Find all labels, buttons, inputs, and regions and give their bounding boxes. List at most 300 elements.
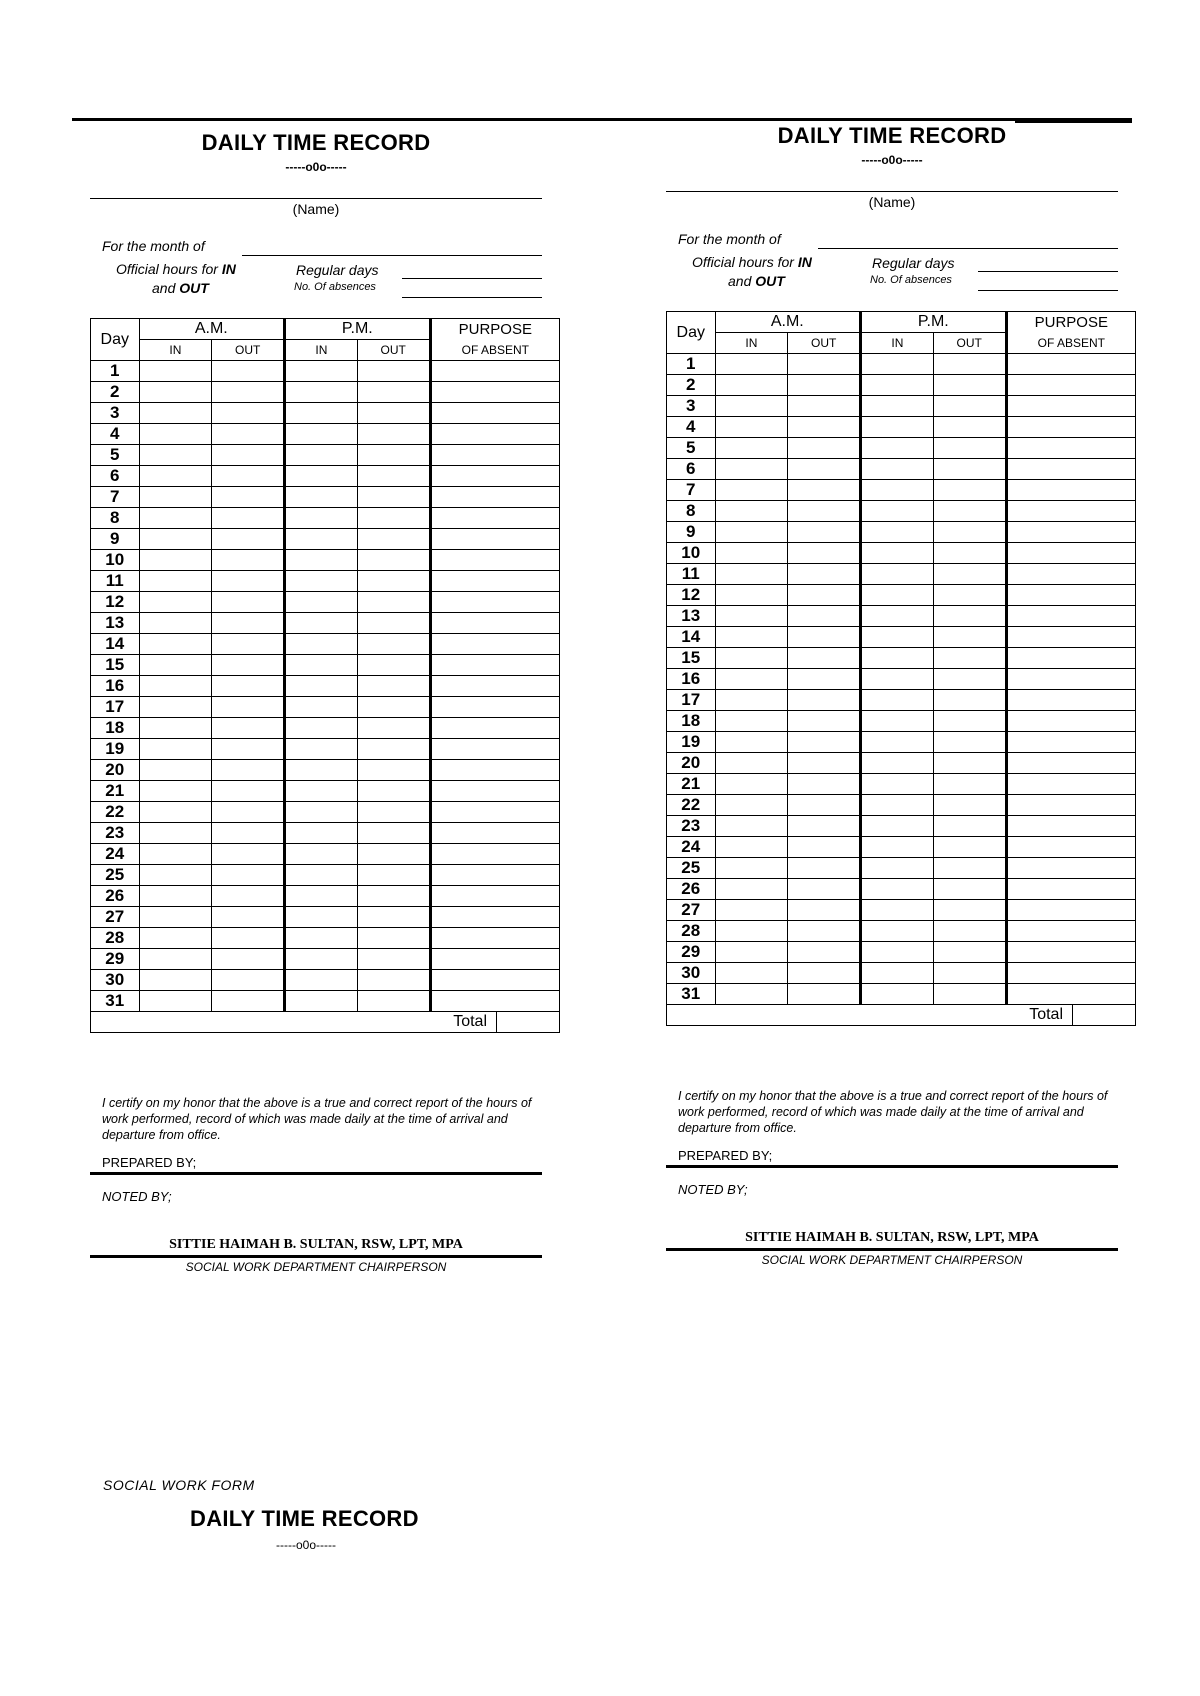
am-in-cell[interactable] <box>139 865 212 886</box>
pm-out-cell[interactable] <box>357 970 430 991</box>
pm-in-cell[interactable] <box>285 382 358 403</box>
pm-in-cell[interactable] <box>861 417 934 438</box>
pm-out-cell[interactable] <box>357 991 430 1012</box>
pm-out-cell[interactable] <box>933 543 1006 564</box>
am-out-cell[interactable] <box>212 781 285 802</box>
am-in-cell[interactable] <box>715 501 788 522</box>
pm-out-cell[interactable] <box>933 921 1006 942</box>
pm-in-cell[interactable] <box>861 984 934 1005</box>
am-out-cell[interactable] <box>212 571 285 592</box>
am-out-cell[interactable] <box>212 676 285 697</box>
am-out-cell[interactable] <box>788 417 861 438</box>
am-out-cell[interactable] <box>788 354 861 375</box>
purpose-cell[interactable] <box>430 844 559 865</box>
pm-in-cell[interactable] <box>285 529 358 550</box>
am-in-cell[interactable] <box>139 739 212 760</box>
regular-days-line[interactable] <box>402 278 542 279</box>
am-in-cell[interactable] <box>139 676 212 697</box>
pm-in-cell[interactable] <box>861 459 934 480</box>
pm-in-cell[interactable] <box>861 690 934 711</box>
am-out-cell[interactable] <box>788 648 861 669</box>
am-out-cell[interactable] <box>212 928 285 949</box>
am-out-cell[interactable] <box>788 396 861 417</box>
purpose-cell[interactable] <box>430 487 559 508</box>
pm-out-cell[interactable] <box>357 760 430 781</box>
am-in-cell[interactable] <box>139 382 212 403</box>
am-out-cell[interactable] <box>212 613 285 634</box>
am-out-cell[interactable] <box>788 669 861 690</box>
pm-out-cell[interactable] <box>933 648 1006 669</box>
am-out-cell[interactable] <box>788 459 861 480</box>
am-in-cell[interactable] <box>715 627 788 648</box>
absences-line[interactable] <box>978 290 1118 291</box>
am-in-cell[interactable] <box>715 795 788 816</box>
pm-in-cell[interactable] <box>861 501 934 522</box>
am-in-cell[interactable] <box>715 669 788 690</box>
am-in-cell[interactable] <box>715 900 788 921</box>
purpose-cell[interactable] <box>1006 648 1135 669</box>
am-out-cell[interactable] <box>788 438 861 459</box>
pm-out-cell[interactable] <box>933 690 1006 711</box>
am-in-cell[interactable] <box>139 802 212 823</box>
am-out-cell[interactable] <box>212 697 285 718</box>
purpose-cell[interactable] <box>430 424 559 445</box>
am-in-cell[interactable] <box>715 354 788 375</box>
pm-out-cell[interactable] <box>933 669 1006 690</box>
am-out-cell[interactable] <box>788 837 861 858</box>
purpose-cell[interactable] <box>1006 711 1135 732</box>
purpose-cell[interactable] <box>430 781 559 802</box>
am-out-cell[interactable] <box>788 921 861 942</box>
pm-in-cell[interactable] <box>285 970 358 991</box>
pm-out-cell[interactable] <box>933 396 1006 417</box>
signature-line[interactable] <box>666 1248 1118 1251</box>
pm-in-cell[interactable] <box>285 760 358 781</box>
am-out-cell[interactable] <box>212 529 285 550</box>
am-in-cell[interactable] <box>139 697 212 718</box>
purpose-cell[interactable] <box>1006 501 1135 522</box>
am-in-cell[interactable] <box>139 508 212 529</box>
pm-out-cell[interactable] <box>357 487 430 508</box>
pm-in-cell[interactable] <box>861 732 934 753</box>
am-out-cell[interactable] <box>788 963 861 984</box>
pm-out-cell[interactable] <box>357 424 430 445</box>
am-out-cell[interactable] <box>788 879 861 900</box>
am-out-cell[interactable] <box>788 816 861 837</box>
pm-in-cell[interactable] <box>285 697 358 718</box>
pm-out-cell[interactable] <box>933 942 1006 963</box>
am-out-cell[interactable] <box>788 501 861 522</box>
purpose-cell[interactable] <box>1006 774 1135 795</box>
purpose-cell[interactable] <box>1006 816 1135 837</box>
am-in-cell[interactable] <box>715 711 788 732</box>
am-in-cell[interactable] <box>715 921 788 942</box>
purpose-cell[interactable] <box>430 991 559 1012</box>
am-out-cell[interactable] <box>212 382 285 403</box>
pm-out-cell[interactable] <box>357 823 430 844</box>
pm-out-cell[interactable] <box>357 739 430 760</box>
purpose-cell[interactable] <box>430 571 559 592</box>
purpose-cell[interactable] <box>430 634 559 655</box>
pm-out-cell[interactable] <box>357 802 430 823</box>
am-in-cell[interactable] <box>715 942 788 963</box>
am-in-cell[interactable] <box>139 403 212 424</box>
name-line[interactable] <box>666 191 1118 192</box>
am-out-cell[interactable] <box>212 634 285 655</box>
pm-out-cell[interactable] <box>933 606 1006 627</box>
pm-in-cell[interactable] <box>285 634 358 655</box>
purpose-cell[interactable] <box>430 928 559 949</box>
am-out-cell[interactable] <box>212 823 285 844</box>
pm-out-cell[interactable] <box>357 382 430 403</box>
purpose-cell[interactable] <box>430 760 559 781</box>
purpose-cell[interactable] <box>1006 438 1135 459</box>
pm-out-cell[interactable] <box>357 592 430 613</box>
month-line[interactable] <box>818 248 1118 249</box>
am-out-cell[interactable] <box>212 739 285 760</box>
prepared-by-line[interactable] <box>90 1172 542 1175</box>
pm-in-cell[interactable] <box>285 487 358 508</box>
am-in-cell[interactable] <box>715 417 788 438</box>
signature-line[interactable] <box>90 1255 542 1258</box>
pm-out-cell[interactable] <box>933 627 1006 648</box>
pm-out-cell[interactable] <box>933 354 1006 375</box>
am-out-cell[interactable] <box>212 802 285 823</box>
am-out-cell[interactable] <box>212 970 285 991</box>
am-in-cell[interactable] <box>139 991 212 1012</box>
purpose-cell[interactable] <box>1006 627 1135 648</box>
pm-in-cell[interactable] <box>861 564 934 585</box>
purpose-cell[interactable] <box>1006 984 1135 1005</box>
purpose-cell[interactable] <box>430 445 559 466</box>
name-line[interactable] <box>90 198 542 199</box>
pm-out-cell[interactable] <box>933 480 1006 501</box>
am-out-cell[interactable] <box>212 487 285 508</box>
am-in-cell[interactable] <box>139 760 212 781</box>
pm-in-cell[interactable] <box>861 522 934 543</box>
pm-in-cell[interactable] <box>285 844 358 865</box>
am-in-cell[interactable] <box>139 886 212 907</box>
pm-in-cell[interactable] <box>285 949 358 970</box>
am-in-cell[interactable] <box>715 396 788 417</box>
pm-out-cell[interactable] <box>357 529 430 550</box>
pm-out-cell[interactable] <box>357 865 430 886</box>
prepared-by-line[interactable] <box>666 1165 1118 1168</box>
am-out-cell[interactable] <box>788 627 861 648</box>
pm-in-cell[interactable] <box>861 543 934 564</box>
purpose-cell[interactable] <box>430 529 559 550</box>
pm-out-cell[interactable] <box>933 837 1006 858</box>
pm-in-cell[interactable] <box>285 907 358 928</box>
am-in-cell[interactable] <box>139 487 212 508</box>
pm-in-cell[interactable] <box>285 445 358 466</box>
am-in-cell[interactable] <box>715 879 788 900</box>
am-in-cell[interactable] <box>715 753 788 774</box>
purpose-cell[interactable] <box>1006 543 1135 564</box>
pm-in-cell[interactable] <box>861 669 934 690</box>
pm-out-cell[interactable] <box>933 564 1006 585</box>
pm-out-cell[interactable] <box>357 718 430 739</box>
pm-in-cell[interactable] <box>861 753 934 774</box>
am-in-cell[interactable] <box>139 844 212 865</box>
purpose-cell[interactable] <box>430 403 559 424</box>
am-out-cell[interactable] <box>212 550 285 571</box>
pm-in-cell[interactable] <box>285 718 358 739</box>
pm-in-cell[interactable] <box>285 739 358 760</box>
pm-out-cell[interactable] <box>933 459 1006 480</box>
purpose-cell[interactable] <box>1006 837 1135 858</box>
pm-in-cell[interactable] <box>285 466 358 487</box>
pm-out-cell[interactable] <box>357 949 430 970</box>
pm-in-cell[interactable] <box>285 991 358 1012</box>
pm-in-cell[interactable] <box>861 375 934 396</box>
absences-line[interactable] <box>402 297 542 298</box>
am-in-cell[interactable] <box>715 774 788 795</box>
purpose-cell[interactable] <box>1006 522 1135 543</box>
pm-out-cell[interactable] <box>933 585 1006 606</box>
purpose-cell[interactable] <box>1006 375 1135 396</box>
am-out-cell[interactable] <box>212 403 285 424</box>
pm-out-cell[interactable] <box>933 774 1006 795</box>
pm-in-cell[interactable] <box>861 396 934 417</box>
pm-in-cell[interactable] <box>285 823 358 844</box>
am-out-cell[interactable] <box>788 774 861 795</box>
pm-in-cell[interactable] <box>861 438 934 459</box>
am-out-cell[interactable] <box>212 865 285 886</box>
purpose-cell[interactable] <box>1006 417 1135 438</box>
pm-out-cell[interactable] <box>933 900 1006 921</box>
am-in-cell[interactable] <box>139 466 212 487</box>
am-in-cell[interactable] <box>715 963 788 984</box>
pm-in-cell[interactable] <box>861 627 934 648</box>
am-out-cell[interactable] <box>212 886 285 907</box>
purpose-cell[interactable] <box>1006 480 1135 501</box>
purpose-cell[interactable] <box>1006 753 1135 774</box>
pm-out-cell[interactable] <box>357 676 430 697</box>
am-out-cell[interactable] <box>788 522 861 543</box>
pm-out-cell[interactable] <box>357 508 430 529</box>
am-in-cell[interactable] <box>139 445 212 466</box>
am-in-cell[interactable] <box>139 907 212 928</box>
purpose-cell[interactable] <box>1006 879 1135 900</box>
pm-out-cell[interactable] <box>357 571 430 592</box>
am-in-cell[interactable] <box>139 949 212 970</box>
pm-in-cell[interactable] <box>285 865 358 886</box>
pm-in-cell[interactable] <box>285 676 358 697</box>
pm-out-cell[interactable] <box>933 963 1006 984</box>
am-out-cell[interactable] <box>212 508 285 529</box>
purpose-cell[interactable] <box>430 886 559 907</box>
am-in-cell[interactable] <box>715 690 788 711</box>
pm-in-cell[interactable] <box>285 802 358 823</box>
purpose-cell[interactable] <box>430 676 559 697</box>
purpose-cell[interactable] <box>1006 963 1135 984</box>
am-out-cell[interactable] <box>212 361 285 382</box>
pm-in-cell[interactable] <box>285 550 358 571</box>
am-in-cell[interactable] <box>715 984 788 1005</box>
am-in-cell[interactable] <box>139 970 212 991</box>
pm-in-cell[interactable] <box>861 795 934 816</box>
am-in-cell[interactable] <box>715 375 788 396</box>
am-in-cell[interactable] <box>715 837 788 858</box>
purpose-cell[interactable] <box>430 907 559 928</box>
am-in-cell[interactable] <box>715 459 788 480</box>
purpose-cell[interactable] <box>430 739 559 760</box>
pm-out-cell[interactable] <box>357 466 430 487</box>
pm-in-cell[interactable] <box>285 571 358 592</box>
purpose-cell[interactable] <box>430 949 559 970</box>
pm-in-cell[interactable] <box>861 774 934 795</box>
pm-in-cell[interactable] <box>861 354 934 375</box>
am-in-cell[interactable] <box>139 928 212 949</box>
am-in-cell[interactable] <box>715 858 788 879</box>
purpose-cell[interactable] <box>1006 564 1135 585</box>
pm-out-cell[interactable] <box>357 844 430 865</box>
am-out-cell[interactable] <box>212 844 285 865</box>
pm-in-cell[interactable] <box>861 711 934 732</box>
am-in-cell[interactable] <box>139 634 212 655</box>
am-out-cell[interactable] <box>212 760 285 781</box>
pm-out-cell[interactable] <box>357 634 430 655</box>
am-out-cell[interactable] <box>212 718 285 739</box>
am-in-cell[interactable] <box>715 732 788 753</box>
purpose-cell[interactable] <box>1006 354 1135 375</box>
pm-out-cell[interactable] <box>933 816 1006 837</box>
am-in-cell[interactable] <box>715 816 788 837</box>
pm-out-cell[interactable] <box>933 858 1006 879</box>
pm-out-cell[interactable] <box>357 781 430 802</box>
purpose-cell[interactable] <box>1006 396 1135 417</box>
pm-out-cell[interactable] <box>933 732 1006 753</box>
am-out-cell[interactable] <box>212 991 285 1012</box>
pm-out-cell[interactable] <box>933 984 1006 1005</box>
am-in-cell[interactable] <box>715 585 788 606</box>
am-out-cell[interactable] <box>788 732 861 753</box>
am-out-cell[interactable] <box>788 711 861 732</box>
pm-in-cell[interactable] <box>861 900 934 921</box>
purpose-cell[interactable] <box>430 361 559 382</box>
month-line[interactable] <box>242 255 542 256</box>
am-in-cell[interactable] <box>715 648 788 669</box>
purpose-cell[interactable] <box>430 802 559 823</box>
purpose-cell[interactable] <box>430 970 559 991</box>
purpose-cell[interactable] <box>430 592 559 613</box>
purpose-cell[interactable] <box>1006 921 1135 942</box>
purpose-cell[interactable] <box>430 865 559 886</box>
purpose-cell[interactable] <box>430 382 559 403</box>
purpose-cell[interactable] <box>1006 585 1135 606</box>
am-out-cell[interactable] <box>212 592 285 613</box>
pm-in-cell[interactable] <box>861 648 934 669</box>
am-out-cell[interactable] <box>788 564 861 585</box>
total-value-box[interactable] <box>1072 1005 1135 1025</box>
am-in-cell[interactable] <box>139 571 212 592</box>
pm-out-cell[interactable] <box>933 501 1006 522</box>
pm-out-cell[interactable] <box>933 417 1006 438</box>
purpose-cell[interactable] <box>430 466 559 487</box>
am-in-cell[interactable] <box>139 361 212 382</box>
am-out-cell[interactable] <box>212 466 285 487</box>
pm-out-cell[interactable] <box>933 438 1006 459</box>
pm-out-cell[interactable] <box>933 711 1006 732</box>
pm-out-cell[interactable] <box>357 613 430 634</box>
pm-in-cell[interactable] <box>861 837 934 858</box>
am-in-cell[interactable] <box>715 480 788 501</box>
pm-out-cell[interactable] <box>357 655 430 676</box>
pm-in-cell[interactable] <box>285 361 358 382</box>
pm-out-cell[interactable] <box>357 886 430 907</box>
am-out-cell[interactable] <box>788 606 861 627</box>
am-out-cell[interactable] <box>212 949 285 970</box>
am-in-cell[interactable] <box>139 655 212 676</box>
pm-in-cell[interactable] <box>861 480 934 501</box>
regular-days-line[interactable] <box>978 271 1118 272</box>
pm-in-cell[interactable] <box>285 424 358 445</box>
pm-out-cell[interactable] <box>357 445 430 466</box>
am-out-cell[interactable] <box>788 375 861 396</box>
am-in-cell[interactable] <box>139 424 212 445</box>
purpose-cell[interactable] <box>430 508 559 529</box>
pm-in-cell[interactable] <box>861 816 934 837</box>
purpose-cell[interactable] <box>1006 690 1135 711</box>
total-value-box[interactable] <box>496 1012 559 1032</box>
purpose-cell[interactable] <box>1006 732 1135 753</box>
purpose-cell[interactable] <box>1006 459 1135 480</box>
am-out-cell[interactable] <box>788 753 861 774</box>
pm-out-cell[interactable] <box>933 753 1006 774</box>
am-in-cell[interactable] <box>715 438 788 459</box>
am-out-cell[interactable] <box>788 795 861 816</box>
am-out-cell[interactable] <box>212 424 285 445</box>
pm-in-cell[interactable] <box>285 403 358 424</box>
am-out-cell[interactable] <box>788 543 861 564</box>
purpose-cell[interactable] <box>1006 858 1135 879</box>
pm-in-cell[interactable] <box>285 592 358 613</box>
purpose-cell[interactable] <box>1006 795 1135 816</box>
pm-out-cell[interactable] <box>933 879 1006 900</box>
am-out-cell[interactable] <box>788 942 861 963</box>
pm-in-cell[interactable] <box>861 963 934 984</box>
am-in-cell[interactable] <box>139 550 212 571</box>
pm-in-cell[interactable] <box>861 942 934 963</box>
pm-in-cell[interactable] <box>285 886 358 907</box>
pm-in-cell[interactable] <box>285 508 358 529</box>
purpose-cell[interactable] <box>430 697 559 718</box>
pm-in-cell[interactable] <box>861 585 934 606</box>
am-out-cell[interactable] <box>212 445 285 466</box>
pm-out-cell[interactable] <box>357 907 430 928</box>
am-in-cell[interactable] <box>715 543 788 564</box>
pm-out-cell[interactable] <box>357 361 430 382</box>
pm-in-cell[interactable] <box>861 879 934 900</box>
am-out-cell[interactable] <box>788 984 861 1005</box>
purpose-cell[interactable] <box>1006 900 1135 921</box>
pm-in-cell[interactable] <box>861 858 934 879</box>
purpose-cell[interactable] <box>430 613 559 634</box>
purpose-cell[interactable] <box>430 823 559 844</box>
am-in-cell[interactable] <box>715 606 788 627</box>
purpose-cell[interactable] <box>1006 669 1135 690</box>
purpose-cell[interactable] <box>1006 942 1135 963</box>
am-out-cell[interactable] <box>788 900 861 921</box>
pm-in-cell[interactable] <box>861 921 934 942</box>
am-out-cell[interactable] <box>788 480 861 501</box>
am-out-cell[interactable] <box>788 690 861 711</box>
am-in-cell[interactable] <box>139 592 212 613</box>
am-out-cell[interactable] <box>788 585 861 606</box>
purpose-cell[interactable] <box>1006 606 1135 627</box>
am-out-cell[interactable] <box>212 655 285 676</box>
